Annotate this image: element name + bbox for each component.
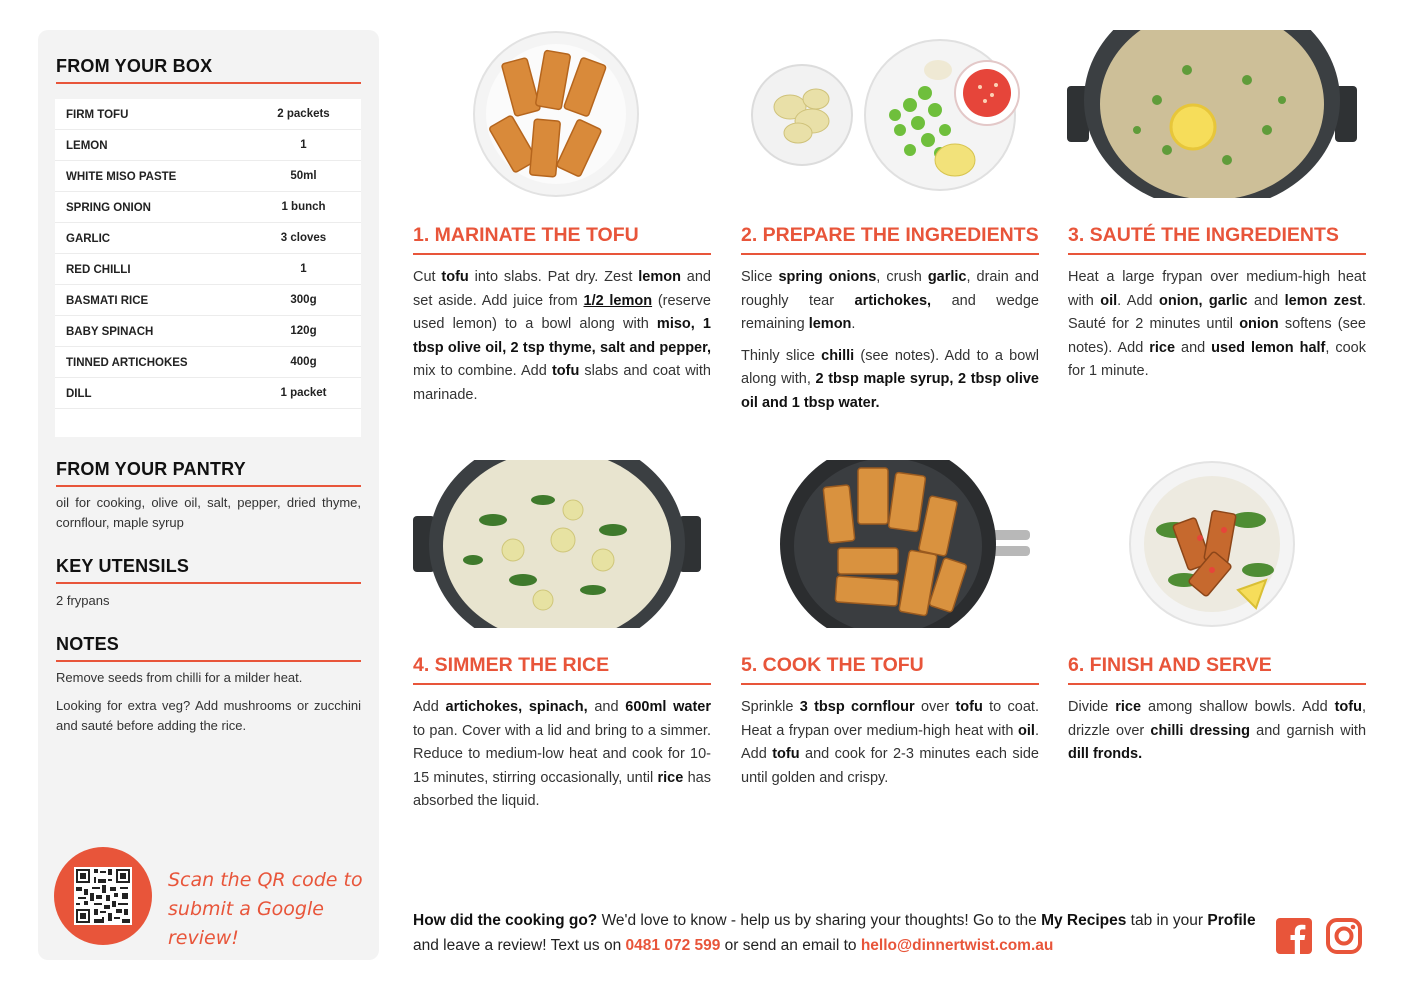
qr-callout-line-2: submit a Google review! [168,898,324,949]
text: and garnish with [1250,722,1367,739]
text: and set aside. Add juice from [413,269,711,309]
ingredient-name: BASMATI RICE [66,295,149,307]
bold-text: chilli [821,347,855,364]
ingredient-qty: 1 bunch [281,201,326,213]
step-6-body [1068,696,1366,767]
text: and leave a review! Text us on [413,937,626,954]
text: Heat a large frypan over medium-high heat with [1068,269,1366,309]
step-4-body [413,696,711,814]
step-1-body [413,266,711,407]
ingredient-row [55,347,361,378]
ingredient-name: FIRM TOFU [66,109,129,121]
ingredient-name: BABY SPINACH [66,326,154,338]
box-title-rule [56,82,361,84]
pantry-title: FROM YOUR PANTRY [56,459,246,479]
text: and cook for 2-3 minutes each side until golden and crispy. [741,746,1039,786]
bold-text: tofu [772,746,800,762]
my-recipes-link[interactable]: My Recipes [1041,912,1127,929]
ingredient-row [55,223,361,254]
step-3-title: 3. SAUTÉ THE INGREDIENTS [1068,224,1339,246]
bold-text: tofu [551,363,580,379]
ingredient-qty: 1 [300,263,307,275]
text: into slabs. Pat dry. Zest [468,269,639,285]
ingredient-qty: 2 packets [277,108,330,120]
bold-text: tofu [1334,699,1362,715]
ingredient-qty: 50ml [290,170,317,182]
text: and [587,699,626,715]
text: slabs and coat with marinade. [413,363,711,403]
ingredient-qty: 1 [300,139,307,151]
bold-text: 3 tbsp cornflour [799,699,915,715]
text: Slice [741,269,779,285]
bold-text: tofu [441,269,469,285]
bold-text: 600ml water [625,699,711,715]
step-1-title: 1. MARINATE THE TOFU [413,224,639,246]
notes-title-rule [56,660,361,662]
bold-text: chilli dressing [1150,722,1251,739]
phone-link[interactable]: 0481 072 599 [625,937,721,954]
text: has absorbed the liquid. [413,769,711,809]
step-1-rule [413,253,711,255]
profile-link[interactable]: Profile [1207,912,1256,929]
bold-text: How did the cooking go? [413,912,598,929]
text: , drain and roughly tear [741,269,1039,309]
qr-badge[interactable] [54,847,152,945]
ingredient-name: GARLIC [66,233,111,245]
text: tab in your [1126,912,1208,929]
bold-text: onion, garlic [1159,292,1248,309]
instagram-icon[interactable] [1326,918,1362,954]
saute-pan-image [1067,30,1357,198]
note-2: Looking for extra veg? Add mushrooms or zucchini and sauté before adding the rice. [56,698,361,733]
ingredient-qty: 400g [290,356,317,368]
text: to coat. Heat a frypan over medium-high heat with [741,699,1039,739]
text: , cook for 1 minute. [1068,339,1367,379]
ingredient-name: TINNED ARTICHOKES [66,357,188,369]
text: Divide [1068,699,1116,715]
text: Sprinkle [741,699,800,715]
utensils-text: 2 frypans [56,593,110,608]
facebook-icon[interactable] [1276,918,1312,954]
ingredient-bowls-image [750,35,1025,193]
notes-title: NOTES [56,634,120,654]
bold-text: onion [1239,316,1279,332]
ingredient-row [55,99,361,130]
bold-text: lemon [808,316,852,332]
qr-callout-line-1: Scan the QR code to [168,869,363,891]
box-title: FROM YOUR BOX [56,56,213,76]
text: and [1175,339,1212,356]
bold-text: used lemon half [1211,339,1326,356]
tofu-plate-image [470,30,642,198]
text: or send an email to [720,937,861,954]
qr-code-icon[interactable] [74,867,132,925]
ingredient-qty: 120g [290,325,317,337]
step-2-rule [741,253,1039,255]
step-5-rule [741,683,1039,685]
step-4-title: 4. SIMMER THE RICE [413,654,610,676]
bold-text: garlic [927,269,967,285]
ingredient-name: WHITE MISO PASTE [66,171,177,183]
simmer-rice-image [413,460,701,628]
bold-text: 2 tbsp maple syrup, 2 tbsp olive oil and 1 tbsp water. [741,371,1039,411]
step-3-body [1068,266,1366,384]
qr-callout [168,866,368,953]
text: Thinly slice [741,347,822,364]
ingredient-row [55,316,361,347]
ingredient-name: DILL [66,388,92,400]
ingredient-row [55,192,361,223]
bold-text: artichokes, spinach, [445,699,588,715]
sidebar [38,30,379,960]
ingredient-row [55,285,361,316]
bold-text: dill fronds. [1068,746,1143,762]
bold-text: 1/2 lemon [583,292,653,309]
text: . Sauté for 2 minutes until [1068,292,1366,332]
bold-text: miso, 1 tbsp olive oil, 2 tsp thyme, salt and pepper, [413,316,711,356]
text: among shallow bowls. Add [1141,699,1335,715]
ingredient-name: RED CHILLI [66,264,131,276]
pantry-text: oil for cooking, olive oil, salt, pepper, dried thyme, cornflour, maple syrup [56,495,361,530]
bold-text: oil [1018,722,1035,739]
text: (reserve used lemon) to a bowl along with [413,292,711,332]
text: (see notes). Add to a bowl along with, [741,347,1039,387]
step-4-rule [413,683,711,685]
ingredient-qty: 300g [290,294,317,306]
text: and [1247,292,1285,309]
ingredient-row [55,378,361,409]
ingredient-name: LEMON [66,140,108,152]
bold-text: lemon [638,269,681,285]
text: , crush [876,269,928,285]
step-2-paragraph-1 [741,266,1039,337]
text: We'd love to know - help us by sharing your thoughts! Go to the [597,912,1042,929]
step-5-title: 5. COOK THE TOFU [741,654,924,676]
bold-text: artichokes, [854,292,932,309]
bold-text: lemon zest [1284,292,1362,309]
step-2-body [741,266,1039,423]
step-5-body [741,696,1039,790]
text: . Add [741,722,1039,762]
bold-text: rice [1149,339,1176,356]
step-6-title: 6. FINISH AND SERVE [1068,654,1272,676]
text: mix to combine. Add [413,363,552,379]
bold-text: rice [1115,699,1142,715]
note-1: Remove seeds from chilli for a milder heat. [56,670,303,685]
text: Cut [413,269,442,285]
utensils-title: KEY UTENSILS [56,556,190,576]
ingredient-qty: 1 packet [280,387,327,399]
text: , drizzle over [1068,699,1366,739]
bold-text: rice [657,769,684,786]
bold-text: oil [1100,292,1118,309]
ingredient-row [55,161,361,192]
cook-tofu-image [780,460,1032,628]
bold-text: tofu [955,699,983,715]
text: and wedge remaining [741,292,1039,332]
text: Add [413,699,446,715]
text: softens (see notes). Add [1068,316,1366,356]
text: . [851,316,856,332]
ingredient-name: SPRING ONION [66,202,151,214]
bold-text: spring onions [778,269,877,285]
step-2-title: 2. PREPARE THE INGREDIENTS [741,224,1039,246]
ingredient-row [55,254,361,285]
ingredient-row [55,130,361,161]
step-3-rule [1068,253,1366,255]
text: to pan. Cover with a lid and bring to a simmer. Reduce to medium-low heat and cook for 10-15 minutes, stirring occasionally, until [413,722,711,786]
utensils-title-rule [56,582,361,584]
ingredient-qty: 3 cloves [280,232,327,244]
ingredient-table [55,99,361,437]
pantry-title-rule [56,485,361,487]
text: . Add [1117,292,1160,309]
review-footer [413,908,1263,958]
step-6-rule [1068,683,1366,685]
text: over [914,699,956,715]
email-link[interactable]: hello@dinnertwist.com.au [860,937,1054,954]
serving-bowl-image [1128,460,1296,628]
step-2-paragraph-2 [741,345,1039,416]
